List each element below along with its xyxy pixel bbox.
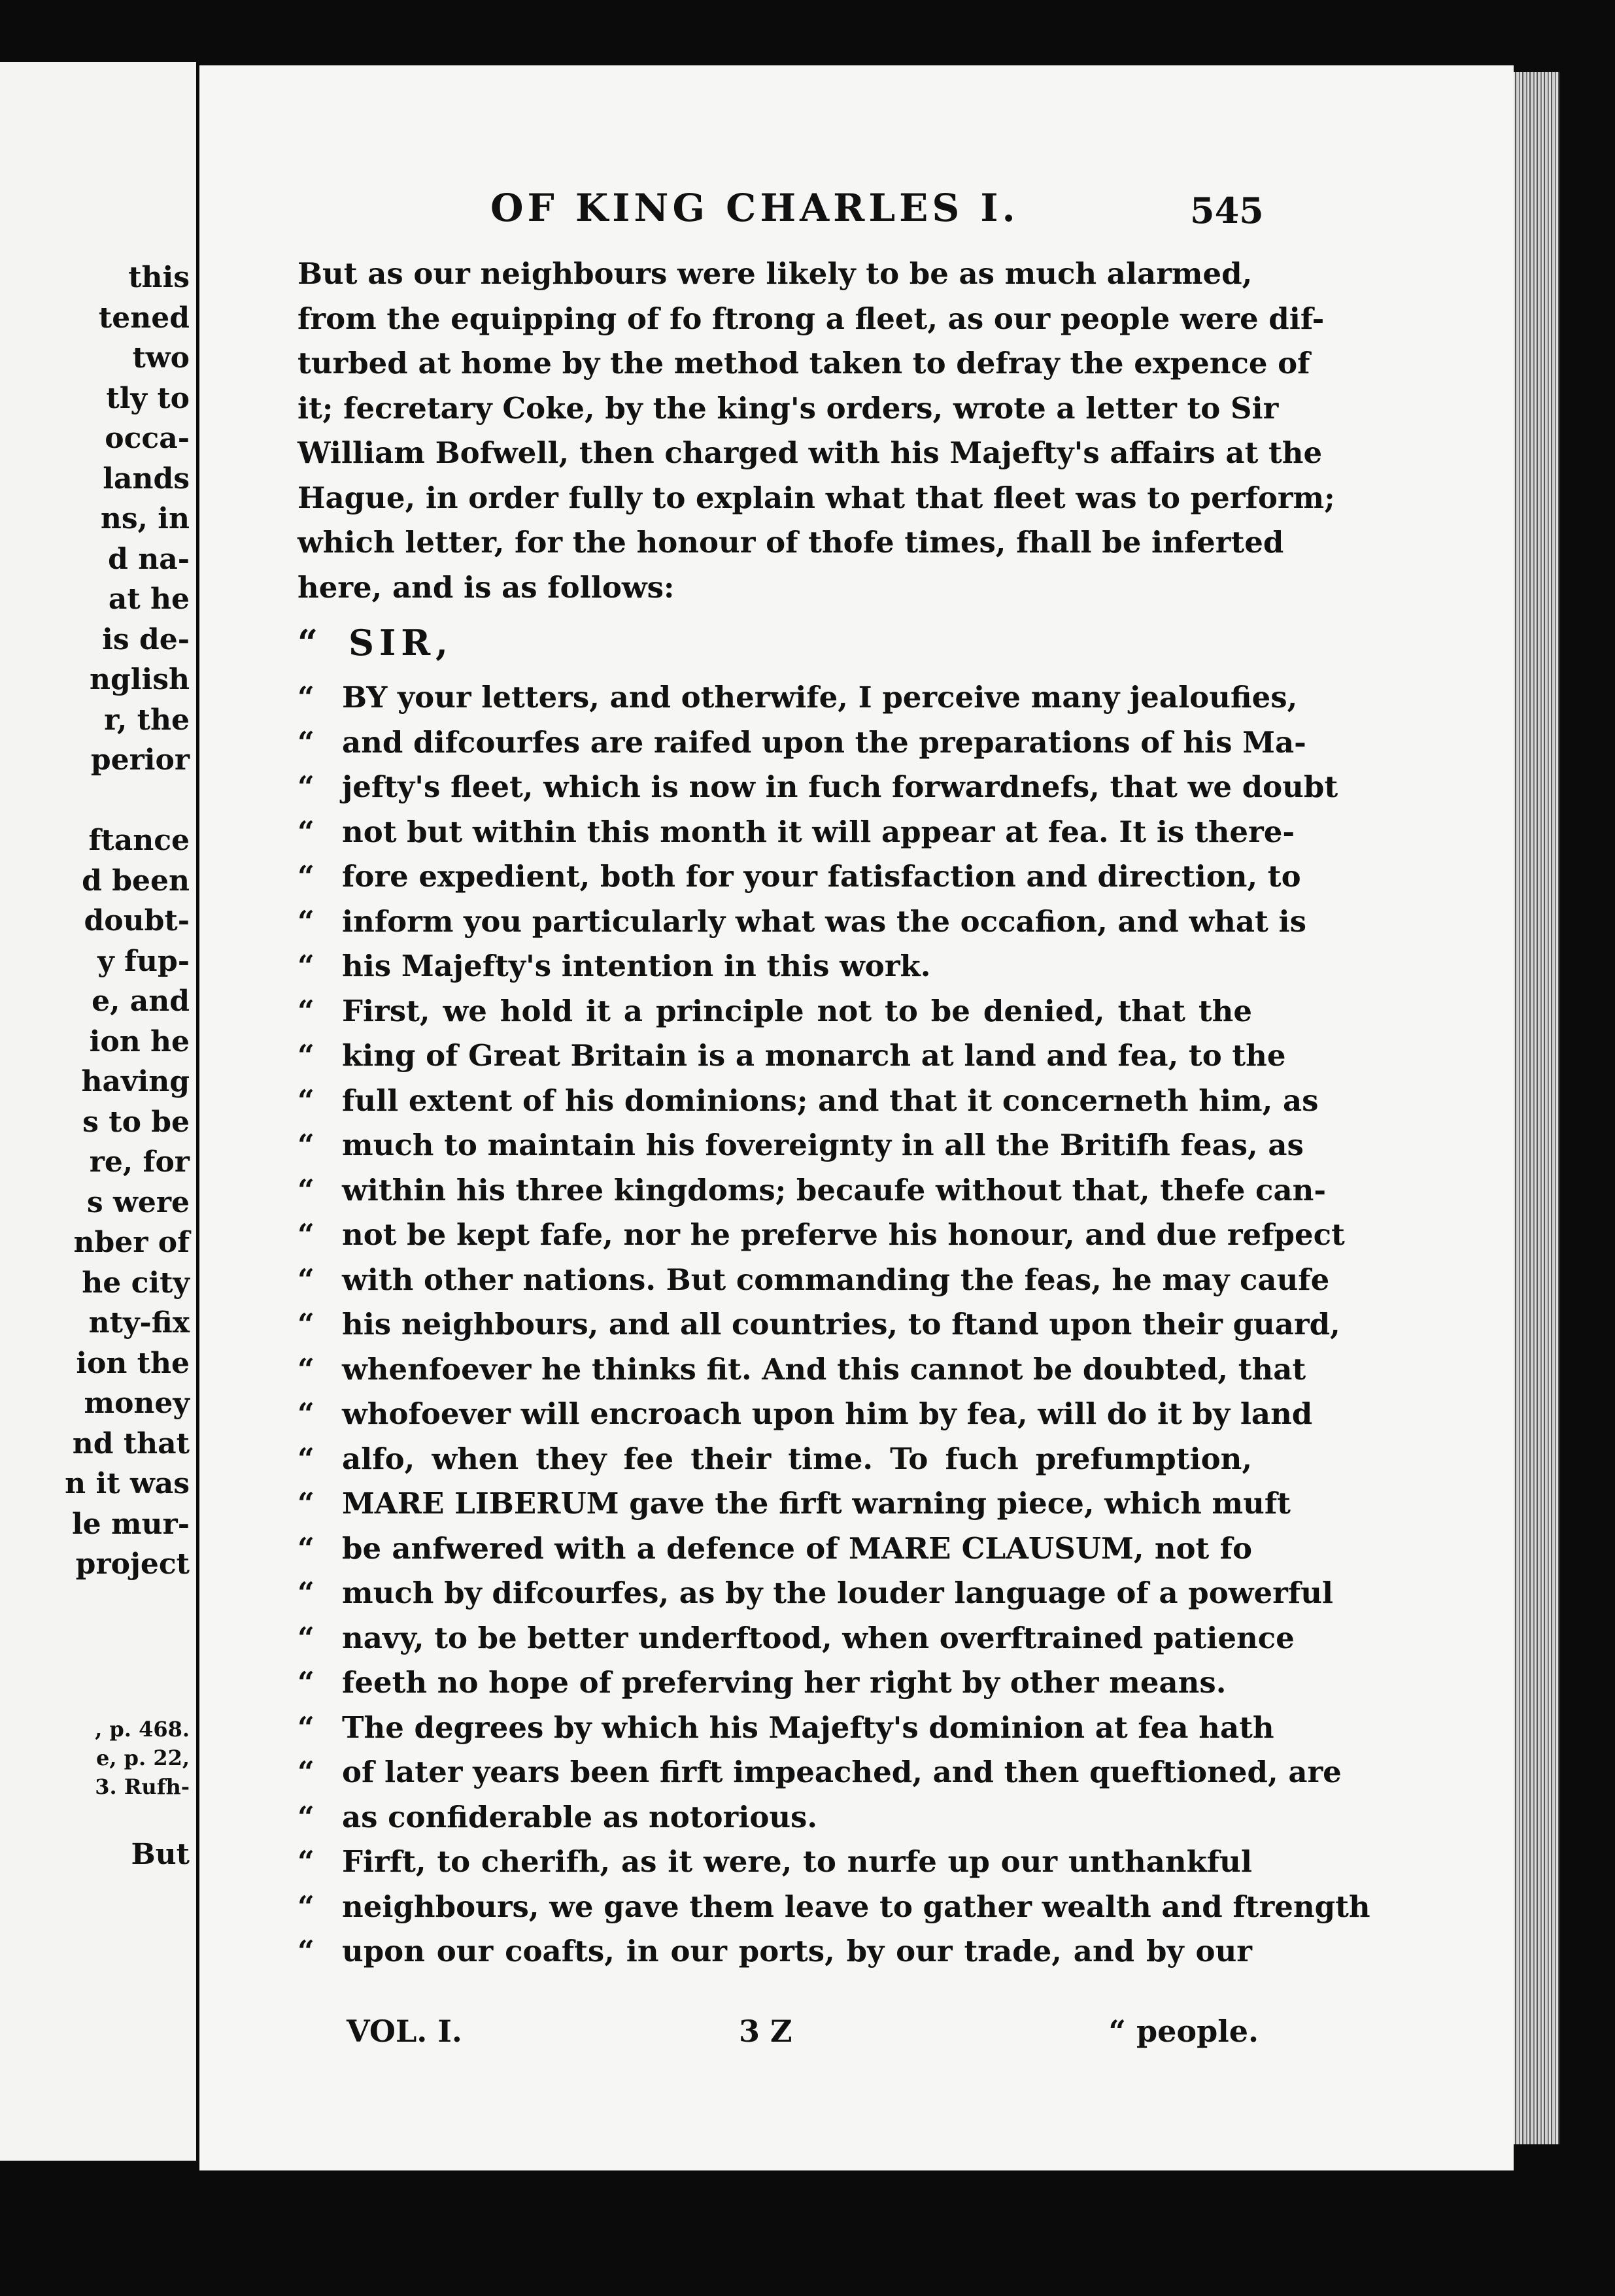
left-page-line: nglish (90, 663, 190, 696)
left-page-line: this (128, 261, 190, 294)
running-head (0, 186, 1615, 238)
text-line (298, 989, 1252, 1034)
left-page-note: 3. Rufh- (95, 1774, 190, 1799)
left-page-line: nty-fix (88, 1306, 190, 1340)
quote-mark: “ (298, 1128, 314, 1162)
text-line (298, 1750, 1342, 1795)
text-line (298, 431, 1323, 476)
quote-mark: “ (298, 1396, 314, 1431)
left-page-line: ftance (88, 824, 190, 857)
left-page-line: at he (108, 582, 190, 616)
quote-mark: “ (298, 1307, 314, 1342)
text-line (298, 765, 1338, 810)
line-text: his Majefty's intention in this work. (342, 949, 931, 983)
running-head-title: OF KING CHARLES I. (490, 186, 1019, 230)
body-text (298, 252, 1370, 1974)
quote-mark: “ (298, 903, 314, 939)
left-page-line: doubt- (84, 904, 190, 937)
text-line (298, 944, 1252, 989)
quote-mark: “ (298, 1889, 314, 1924)
left-page-line: having (81, 1065, 190, 1098)
letter-salutation (298, 610, 1252, 675)
left-page-line: lands (103, 462, 190, 496)
text-line (298, 297, 1325, 342)
text-line (298, 386, 1279, 431)
line-text: feeth no hope of preferving her right by other means. (342, 1665, 1227, 1700)
left-page-line: he city (82, 1266, 190, 1300)
left-page-line: s were (86, 1185, 190, 1219)
line-text: his neighbours, and all countries, to ftand upon their guard, (342, 1307, 1340, 1342)
quote-mark: “ (298, 1576, 314, 1610)
text-line (298, 1168, 1326, 1213)
line-text: navy, to be better underftood, when overftrained patience (342, 1620, 1295, 1655)
quote-mark: “ (298, 1755, 314, 1789)
text-line (298, 1616, 1295, 1661)
text-line (298, 1258, 1330, 1303)
line-text: BY your letters, and otherwife, I perceive many jealoufies, (342, 680, 1298, 715)
text-line (298, 675, 1298, 720)
text-line (298, 900, 1306, 945)
line-text: it; fecretary Coke, by the king's orders, wrote a letter to Sir (298, 390, 1279, 426)
left-page-line: occa- (105, 422, 190, 455)
text-line (298, 520, 1284, 566)
left-page-line: nd that (72, 1427, 190, 1460)
left-page-line: n it was (65, 1467, 190, 1500)
text-line (298, 1885, 1370, 1930)
text-line (298, 1481, 1291, 1527)
line-text: upon our coafts, in our ports, by our trade, and by our (342, 1934, 1252, 1968)
text-line (298, 1571, 1334, 1616)
line-text: Firft, to cherifh, as it were, to nurfe up our unthankful (342, 1844, 1252, 1879)
quote-mark: “ (298, 1172, 314, 1207)
line-text: much to maintain his fovereignty in all the Britifh feas, as (342, 1128, 1304, 1162)
line-text: But as our neighbours were likely to be as much alarmed, (298, 256, 1253, 291)
text-line (298, 1527, 1252, 1572)
quote-mark: “ (298, 1038, 314, 1073)
left-page-catchword: But (131, 1837, 190, 1871)
quote-mark: “ (298, 1486, 314, 1521)
text-line (298, 476, 1335, 521)
text-line (298, 1392, 1313, 1437)
left-page-line: le mur- (71, 1507, 190, 1541)
text-line (298, 1079, 1319, 1124)
text-line (298, 1840, 1252, 1885)
left-page-line: project (75, 1547, 190, 1581)
line-text: neighbours, we gave them leave to gather wealth and ftrength (342, 1889, 1370, 1924)
line-text: be anfwered with a defence of MARE CLAUSUM, not fo (342, 1530, 1252, 1566)
left-page-note: e, p. 22, (96, 1745, 190, 1770)
left-page-line: ion he (89, 1024, 190, 1058)
line-text: within his three kingdoms; becaufe without that, thefe can- (342, 1172, 1326, 1207)
line-text: William Bofwell, then charged with his Majefty's affairs at the (298, 435, 1323, 470)
page-number: 545 (1190, 190, 1264, 231)
quote-mark: “ (298, 680, 314, 715)
quote-mark: “ (298, 1217, 314, 1252)
text-line (298, 1661, 1252, 1706)
quote-mark: “ (298, 1351, 314, 1387)
line-text: SIR, (348, 621, 453, 664)
line-text: The degrees by which his Majefty's dominion at fea hath (342, 1710, 1274, 1745)
text-line (298, 1437, 1252, 1482)
quote-mark: “ (298, 1083, 314, 1118)
left-page-line: ns, in (100, 502, 190, 535)
quote-mark: “ (298, 1710, 314, 1745)
quote-mark: “ (298, 1665, 314, 1700)
quote-mark: “ (298, 1620, 314, 1655)
line-text: turbed at home by the method taken to defray the expence of (298, 346, 1310, 380)
line-text: inform you particularly what was the occafion, and what is (342, 903, 1306, 939)
quote-mark: “ (298, 859, 314, 894)
line-text: not but within this month it will appear at fea. It is there- (342, 814, 1295, 849)
left-facing-page (0, 62, 196, 2161)
text-line (298, 810, 1295, 855)
volume-signature: VOL. I. (347, 2014, 462, 2049)
text-line (298, 1929, 1252, 1974)
text-line (298, 1302, 1340, 1347)
quote-mark: “ (298, 1799, 314, 1834)
left-page-line: d na- (108, 542, 190, 576)
text-line (298, 341, 1310, 386)
text-line (298, 1123, 1304, 1168)
left-page-line: two (132, 341, 190, 375)
left-page-line: y fup- (97, 944, 190, 978)
left-page-note: , p. 468. (95, 1716, 190, 1742)
line-text: jefty's fleet, which is now in fuch forwardnefs, that we doubt (342, 769, 1338, 804)
line-text: MARE LIBERUM gave the firft warning piece, which muft (342, 1486, 1291, 1521)
quote-mark: “ (298, 724, 314, 760)
quote-mark: “ (298, 1441, 314, 1476)
quote-mark: “ (298, 1262, 314, 1297)
quote-mark: “ (298, 993, 314, 1028)
line-text: not be kept fafe, nor he preferve his honour, and due refpect (342, 1217, 1345, 1252)
line-text: whenfoever he thinks fit. And this cannot be doubted, that (342, 1351, 1306, 1387)
line-text: First, we hold it a principle not to be denied, that the (342, 993, 1252, 1028)
line-text: alfo, when they fee their time. To fuch prefumption, (342, 1441, 1252, 1476)
text-line (298, 1795, 1252, 1840)
line-text: whofoever will encroach upon him by fea, will do it by land (342, 1396, 1313, 1431)
text-line (298, 1706, 1274, 1751)
text-line (298, 252, 1252, 297)
text-line (298, 566, 1252, 611)
quote-mark: “ (298, 1844, 314, 1879)
line-text: which letter, for the honour of thofe times, fhall be inferted (298, 525, 1284, 560)
line-text: and difcourfes are raifed upon the preparations of his Ma- (342, 724, 1306, 760)
line-text: with other nations. But commanding the feas, he may caufe (342, 1262, 1330, 1297)
line-text: as confiderable as notorious. (342, 1799, 818, 1834)
left-page-line: money (84, 1387, 190, 1420)
quote-mark: “ (298, 1530, 314, 1566)
quote-mark: “ (298, 769, 314, 804)
quote-mark: “ (298, 1934, 314, 1968)
left-page-line: nber of (73, 1226, 190, 1259)
line-text: king of Great Britain is a monarch at land and fea, to the (342, 1038, 1286, 1073)
line-text: of later years been firft impeached, and then queftioned, are (342, 1755, 1342, 1789)
quote-mark: “ (298, 949, 314, 983)
text-line (298, 1213, 1345, 1258)
text-line (298, 1347, 1306, 1393)
left-page-line: ion the (76, 1346, 190, 1380)
quote-mark: “ (298, 814, 314, 849)
line-text: full extent of his dominions; and that it concerneth him, as (342, 1083, 1319, 1118)
line-text: fore expedient, both for your fatisfaction and direction, to (342, 859, 1301, 894)
left-page-line: re, for (89, 1145, 190, 1179)
line-text: from the equipping of fo ftrong a fleet, as our people were dif- (298, 301, 1325, 336)
left-page-line: perior (90, 743, 190, 777)
text-line (298, 1034, 1286, 1079)
signature-mark: 3 Z (739, 2014, 792, 2049)
text-line (298, 854, 1301, 900)
catchword: “ people. (1108, 2014, 1259, 2049)
left-page-line: r, the (104, 703, 190, 737)
line-text: here, and is as follows: (298, 569, 675, 605)
page-footer (347, 2014, 1259, 2059)
text-line (298, 720, 1306, 766)
left-page-line: is de- (102, 622, 190, 656)
left-page-line: e, and (92, 985, 190, 1018)
left-page-line: s to be (82, 1105, 190, 1139)
quote-mark: “ (298, 621, 324, 664)
left-page-line: tly to (106, 381, 190, 415)
line-text: Hague, in order fully to explain what that fleet was to perform; (298, 480, 1335, 515)
left-page-line: d been (82, 864, 190, 898)
line-text: much by difcourfes, as by the louder language of a powerful (342, 1576, 1334, 1610)
left-page-line: tened (98, 301, 190, 335)
